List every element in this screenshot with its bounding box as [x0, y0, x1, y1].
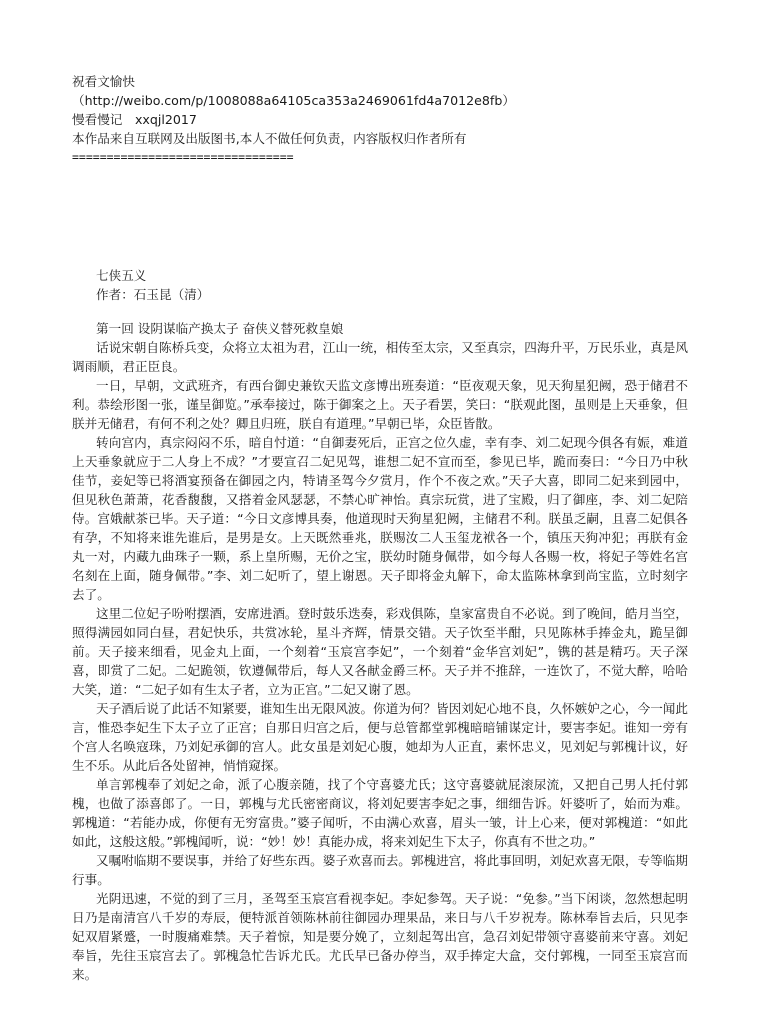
title-block [72, 266, 209, 304]
paragraph: 一日，早朝，文武班齐，有西台御史兼钦天监文彦博出班奏道：“臣夜观天象，见天狗星犯阙，恐于储君不利。恭绘形图一张，谨呈御览。”承奉接过，陈于御案之上。天子看罢，笑曰：“朕观此图，虽则是上天垂象，但朕并无储君，有何不利之处？卿且归班，朕自有道理。”早朝已毕，众臣皆散。 [72, 378, 688, 431]
paragraph: 单言郭槐奉了刘妃之命，派了心腹亲随，找了个守喜婆尤氏；这守喜婆就屁滚尿流，又把自己男人托付郭槐，也做了添喜郎了。一日，郭槐与尤氏密密商议，将刘妃要害李妃之事，细细告诉。奸婆听了，始而为难。郭槐道：“若能办成，你便有无穷富贵。”婆子闻听，不由满心欢喜，眉头一皱，计上心来，便对郭槐道：“如此如此，这般这般。”郭槐闻听，说：“妙！妙！真能办成，将来刘妃生下太子，你真有不世之功。” [72, 777, 688, 849]
separator-rule: ================================ [72, 150, 294, 164]
header-block [72, 72, 515, 167]
account-line: 慢看慢记 xxqjl2017 [72, 112, 197, 127]
weibo-link[interactable]: （http://weibo.com/p/1008088a64105ca353a2469061fd4a7012e8fb） [72, 93, 515, 108]
chapter-body [72, 319, 688, 984]
greeting-line: 祝看文愉快 [72, 74, 135, 89]
chapter-heading: 第一回 设阴谋临产换太子 奋侠义替死救皇娘 [96, 321, 344, 336]
book-author: 作者：石玉昆（清） [96, 287, 210, 302]
paragraph: 天子酒后说了此话不知紧要，谁知生出无限风波。你道为何？皆因刘妃心地不良，久怀嫉妒之心，今一闻此言，惟恐李妃生下太子立了正宫；自那日归宫之后，便与总管都堂郭槐暗暗铺谋定计，要害李妃。谁知一旁有个宫人名唤寇珠，乃刘妃承御的宫人。此女虽是刘妃心腹，她却为人正直，素怀忠义，见刘妃与郭槐计议，好生不乐。从此后各处留神，悄悄窥探。 [72, 701, 688, 773]
paragraph: 话说宋朝自陈桥兵变，众将立太祖为君，江山一统，相传至太宗，又至真宗，四海升平，万民乐业，真是风调雨顺，君正臣良。 [72, 340, 688, 374]
paragraph: 光阴迅速，不觉的到了三月，圣驾至玉宸宫看视李妃。李妃参驾。天子说：“免参。”当下闲谈，忽然想起明日乃是南清宫八千岁的寿辰，便特派首领陈林前往御园办理果品，来日与八千岁祝寿。陈林奉旨去后，只见李妃双眉紧蹙，一时腹痛难禁。天子着惊，知是要分娩了，立刻起驾出宫，急召刘妃带领守喜婆前来守喜。刘妃奉旨，先往玉宸宫去了。郭槐急忙告诉尤氏。尤氏早已备办停当，双手捧定大盒，交付郭槐，一同至玉宸宫而来。 [72, 891, 688, 982]
disclaimer-line: 本作品来自互联网及出版图书,本人不做任何负责，内容版权归作者所有 [72, 131, 467, 146]
book-title: 七侠五义 [96, 268, 147, 283]
paragraph: 又嘱咐临期不要误事，并给了好些东西。婆子欢喜而去。郭槐进宫，将此事回明，刘妃欢喜无限，专等临期行事。 [72, 853, 688, 887]
paragraph: 这里二位妃子吩咐摆酒，安席进酒。登时鼓乐迭奏，彩戏俱陈，皇家富贵自不必说。到了晚间，皓月当空，照得满园如同白昼，君妃快乐，共赏冰轮，星斗齐辉，情景交错。天子饮至半酣，只见陈林手捧金丸，跪呈御前。天子接来细看，见金丸上面，一个刻着“玉宸宫李妃”，一个刻着“金华宫刘妃”，镌的甚是精巧。天子深喜，即赏了二妃。二妃跪领，钦遵佩带后，每人又各献金爵三杯。天子并不推辞，一连饮了，不觉大醉，哈哈大笑，道：“二妃子如有生太子者，立为正宫。”二妃又谢了恩。 [72, 606, 688, 697]
paragraph: 转向宫内，真宗闷闷不乐，暗自忖道：“自御妻死后，正宫之位久虚，幸有李、刘二妃现今俱各有娠，难道上天垂象就应于二人身上不成？”才要宣召二妃见驾，谁想二妃不宣而至，参见已毕，跪而奏曰：“今日乃中秋佳节，妾妃等已将酒宴预备在御园之内，特请圣驾今夕赏月，作个不夜之欢。”天子大喜，即同二妃来到园中，但见秋色萧萧，花香馥馥，又搭着金风瑟瑟，不禁心旷神怡。真宗玩赏，进了宝殿，归了御座，李、刘二妃陪侍。宫娥献茶已毕。天子道：“今日文彦博具奏，他道现时天狗星犯阙，主储君不利。朕虽乏嗣，且喜二妃俱各有孕，不知将来谁先谁后，是男是女。上天既然垂兆，朕赐汝二人玉玺龙袱各一个，镇压天狗冲犯；再朕有金丸一对，内藏九曲珠子一颗，系上皇所赐，无价之宝，朕幼时随身佩带，如今每人各赐一枚，将妃子等姓名宫名刻在上面，随身佩带。”李、刘二妃听了，望上谢恩。天子即将金丸解下，命太监陈林拿到尚宝监，立时刻字去了。 [72, 435, 688, 602]
